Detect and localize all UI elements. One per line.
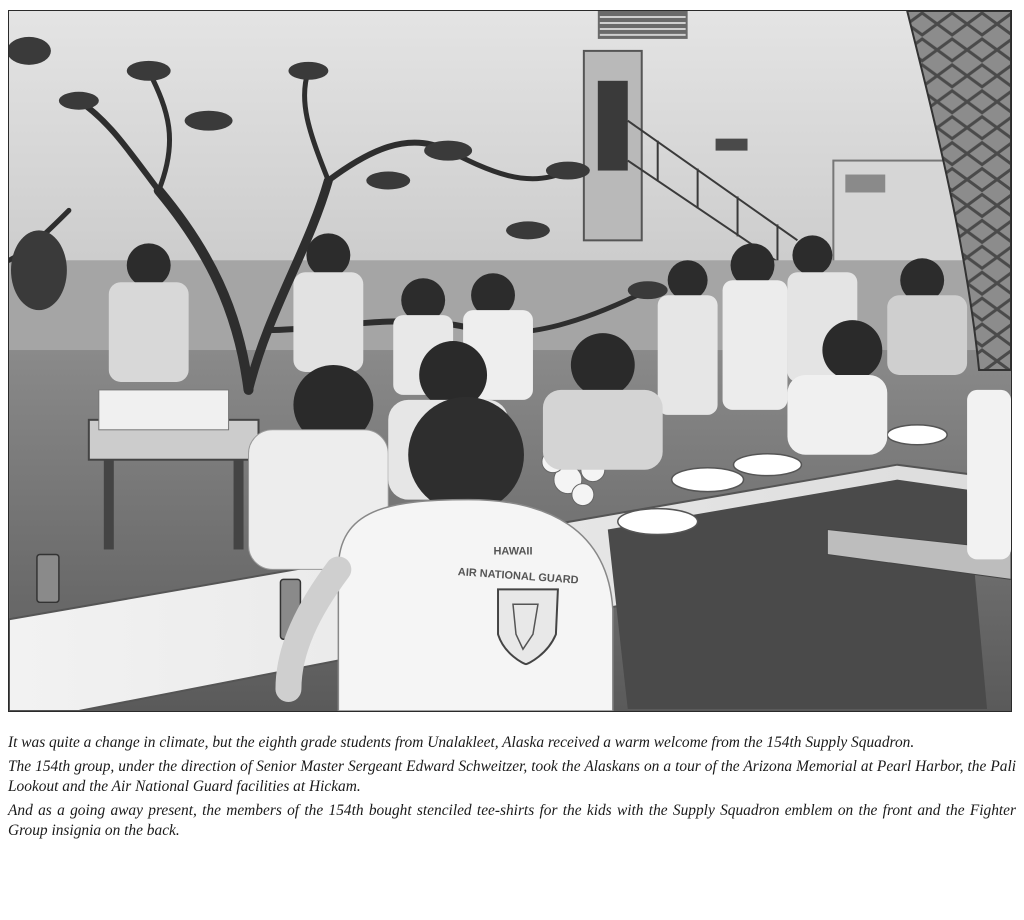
caption-paragraph: And as a going away present, the members of the 154th bought stenciled tee-shirts for the kids with the Supply Squadron emblem on the front and the Fighter Group insignia on the back. bbox=[8, 801, 1016, 839]
caption-paragraph: The 154th group, under the direction of Senior Master Sergeant Edward Schweitzer, took the Alaskans on a tour of the Arizona Memorial at Pearl Harbor, the Pali Lookout and the Air National Guard facilities at Hickam. bbox=[8, 757, 1016, 795]
shirt-print-middle: AIR NATIONAL GUARD bbox=[457, 566, 579, 587]
caption-paragraph: It was quite a change in climate, but the eighth grade students from Unalakleet, Alaska received a warm welcome from the 154th Supply Squadron. bbox=[8, 734, 915, 751]
photo-caption bbox=[8, 733, 1016, 845]
wall-sign bbox=[716, 139, 748, 151]
building-door bbox=[598, 81, 628, 171]
photo-scene bbox=[9, 11, 1011, 711]
shirt-print-top: HAWAII bbox=[493, 545, 533, 558]
group-photo bbox=[8, 10, 1012, 712]
